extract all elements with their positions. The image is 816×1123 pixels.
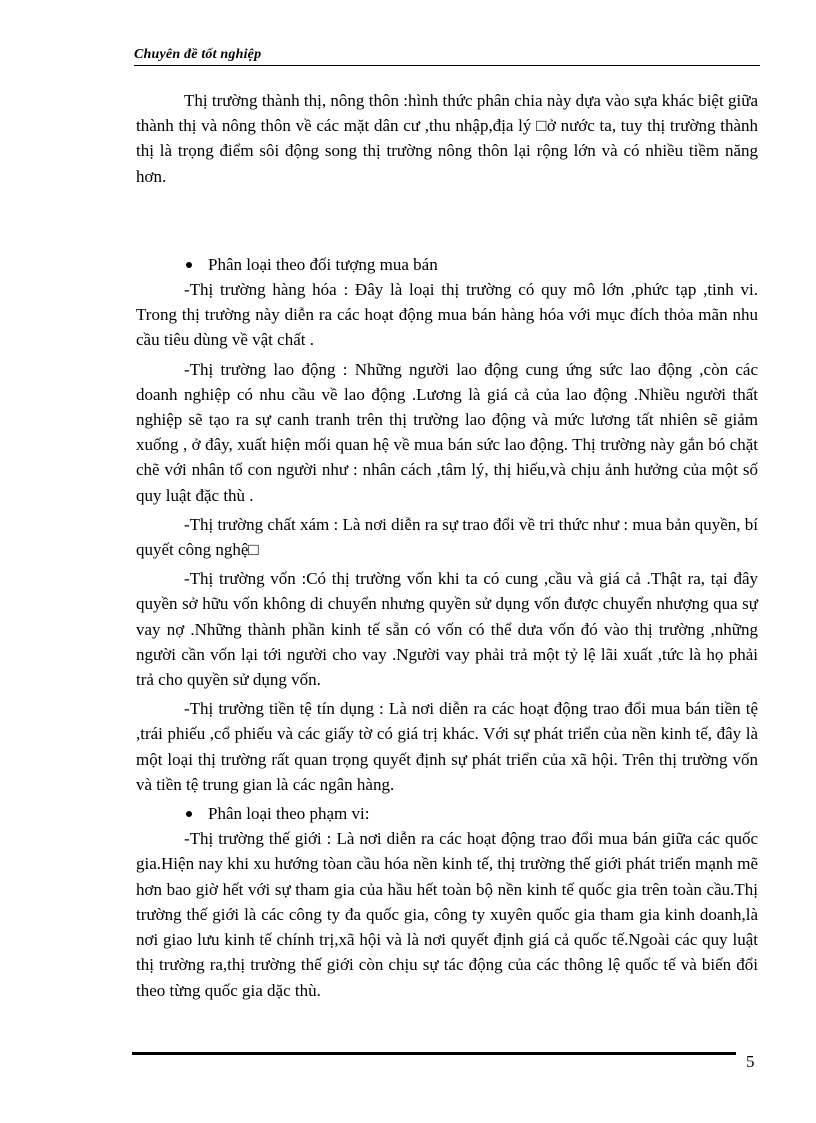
bullet-label: Phân loại theo phạm vi: [208, 804, 370, 824]
paragraph-capital-market: -Thị trường vốn :Có thị trường vốn khi ta có cung ,cầu và giá cả .Thật ra, tại đây quyền sở hữu vốn không di chuyển nhưng quyền sử dụng vốn được chuyển nhượng qua sự vay nợ .Những thành phần kinh tế sẵn có vốn có thể dưa vốn đó vào thị trường ,những người cần vốn lại tới người cho vay .Người vay phải trả một tỷ lệ lãi xuất ,tức là họ phải trả cho quyền sử dụng vốn. [136, 569, 758, 690]
section-bullet-object [136, 252, 758, 277]
header-rule [134, 65, 760, 66]
page-number: 5 [746, 1052, 755, 1071]
bullet-label: Phân loại theo đối tượng mua bán [208, 254, 438, 274]
section-bullet-scope [136, 801, 758, 826]
footer-rule [132, 1052, 736, 1055]
paragraph-monetary-market: -Thị trường tiền tệ tín dụng : Là nơi diễn ra các hoạt động trao đổi mua bán tiền tệ ,trái phiếu ,cổ phiếu và các giấy tờ có giá trị khác. Với sự phát triển của nền kinh tế, đây là một loại thị trường rất quan trọng quyết định sự phát triển của xã hội. Trên thị trường vốn và tiền tệ trung gian là các ngân hàng. [136, 699, 758, 794]
paragraph-knowledge-market: -Thị trường chất xám : Là nơi diễn ra sự trao đổi về tri thức như : mua bản quyền, bí quyết công nghệ□ [136, 514, 758, 560]
paragraph-labor-market: -Thị trường lao động : Những người lao động cung ứng sức lao động ,còn các doanh nghiệp có nhu cầu về lao động .Lương là giá cả của lao động .Nhiều người thất nghiệp sẽ tạo ra sự canh tranh trên thị trường lao động và mức lương tất nhiên sẽ giảm xuống , ở đây, xuất hiện mối quan hệ về mua bán sức lao động. Thị trường này gắn bó chặt chẽ với nhân tố con người như : nhân cách ,tâm lý, thị hiếu,và chịu ảnh hưởng của một số quy luật đặc thù . [136, 359, 758, 505]
paragraph-world-market: -Thị trường thế giới : Là nơi diễn ra các hoạt động trao đổi mua bán giữa các quốc gia.Hiện nay khi xu hướng tòan cầu hóa nền kinh tế, thị trường thế giới phát triển mạnh mẽ hơn bao giờ hết với sự tham gia của hầu hết toàn bộ nền kinh tế quốc gia trên toàn cầu.Thị trường thế giới là các công ty đa quốc gia, công ty xuyên quốc gia tham gia kinh doanh,là nơi giao lưu kinh tế chính trị,xã hội và là nơi quyết định giá cả quốc tế.Ngoài các quy luật thị trường ra,thị trường thế giới còn chịu sự tác động của các thông lệ quốc tế và biến đổi theo từng quốc gia dặc thù. [136, 829, 758, 1000]
page-header [134, 46, 760, 64]
document-body [136, 88, 758, 1003]
header-title: Chuyên đề tốt nghiệp [134, 47, 262, 62]
intro-paragraph: Thị trường thành thị, nông thôn :hình thức phân chia này dựa vào sựa khác biệt giữa thành thị và nông thôn về các mặt dân cư ,thu nhập,địa lý □ở nước ta, tuy thị trường thành thị là trọng điểm sôi động song thị trường nông thôn lại rộng lớn và có nhiều tiềm năng hơn. [136, 91, 758, 186]
paragraph-goods-market: -Thị trường hàng hóa : Đây là loại thị trường có quy mô lớn ,phức tạp ,tinh vi. Trong thị trường này diễn ra các hoạt động mua bán hàng hóa với mục đích thỏa mãn nhu cầu tiêu dùng về vật chất . [136, 280, 758, 350]
